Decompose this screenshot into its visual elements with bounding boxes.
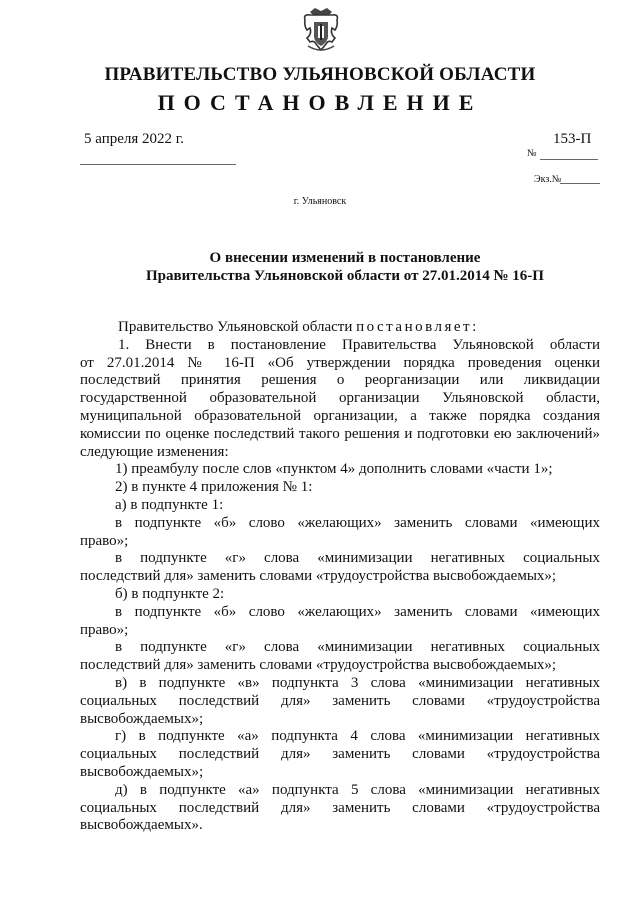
body-line: в подпункте «г» слова «минимизации негативных социальных [115,550,600,567]
document-title [80,249,610,285]
body-line: социальных последствий для» заменить словами «трудоустройства [80,799,600,816]
body-line: 1. Внести в постановление Правительства Ульяновской области [118,336,600,353]
body-line: высвобождаемых»; [80,710,204,727]
coat-of-arms-emblem [302,6,340,56]
copy-number-label: Экз.№ [534,174,562,185]
body-line: в подпункте «б» слово «желающих» заменить словами «имеющих [115,603,600,620]
body-line: право»; [80,532,129,549]
date-underline [80,164,236,165]
body-line: последствий для» заменить словами «трудоустройства высвобождаемых»; [80,657,557,674]
document-number: 153-П [553,131,592,147]
intro-prefix: Правительство Ульяновской области [118,319,357,335]
intro-paragraph [80,319,600,337]
title-line: Правительства Ульяновской области от 27.01.2014 № 16-П [146,268,544,284]
document-type: ПОСТАНОВЛЕНИЕ [157,90,483,115]
body-line: высвобождаемых». [80,817,203,834]
body-line: в) в подпункте «в» подпункта 3 слова «минимизации негативных [115,674,600,691]
number-underline [540,159,598,160]
body-line: 2) в пункте 4 приложения № 1: [115,479,313,496]
body-line: высвобождаемых»; [80,763,204,780]
body-line: б) в подпункте 2: [115,585,225,602]
body-line: государственной образовательной организации Ульяновской области, [80,390,600,407]
document-body [80,319,600,835]
body-line: в подпункте «б» слово «желающих» заменить словами «имеющих [115,514,600,531]
body-line: последствий принятия решения о реорганизации или ликвидации [80,372,600,389]
intro-verb: постановляет: [356,319,479,335]
body-line: от 27.01.2014 № 16-П «Об утверждении порядка проведения оценки [80,354,600,371]
copy-number-underline [560,183,600,184]
body-line: право»; [80,621,129,638]
document-date: 5 апреля 2022 г. [84,131,184,147]
body-line: муниципальной образовательной организации, а также порядка создания [80,407,600,424]
title-line: О внесении изменений в постановление [209,250,481,266]
city-name: г. Ульяновск [293,196,347,207]
number-label: № [527,148,537,159]
body-line: 1) преамбулу после слов «пунктом 4» дополнить словами «части 1»; [115,461,553,478]
government-name: ПРАВИТЕЛЬСТВО УЛЬЯНОВСКОЙ ОБЛАСТИ [104,64,536,85]
body-line: а) в подпункте 1: [115,496,224,513]
body-line: следующие изменения: [80,443,229,460]
body-line: г) в подпункте «а» подпункта 4 слова «минимизации негативных [115,728,600,745]
body-line: д) в подпункте «а» подпункта 5 слова «минимизации негативных [115,781,600,798]
body-line: комиссии по оценке последствий такого решения и подготовки ею заключений» [80,425,600,442]
body-line: социальных последствий для» заменить словами «трудоустройства [80,692,600,709]
body-line: в подпункте «г» слова «минимизации негативных социальных [115,639,600,656]
body-line: социальных последствий для» заменить словами «трудоустройства [80,746,600,763]
body-line: последствий для» заменить словами «трудоустройства высвобождаемых»; [80,568,557,585]
